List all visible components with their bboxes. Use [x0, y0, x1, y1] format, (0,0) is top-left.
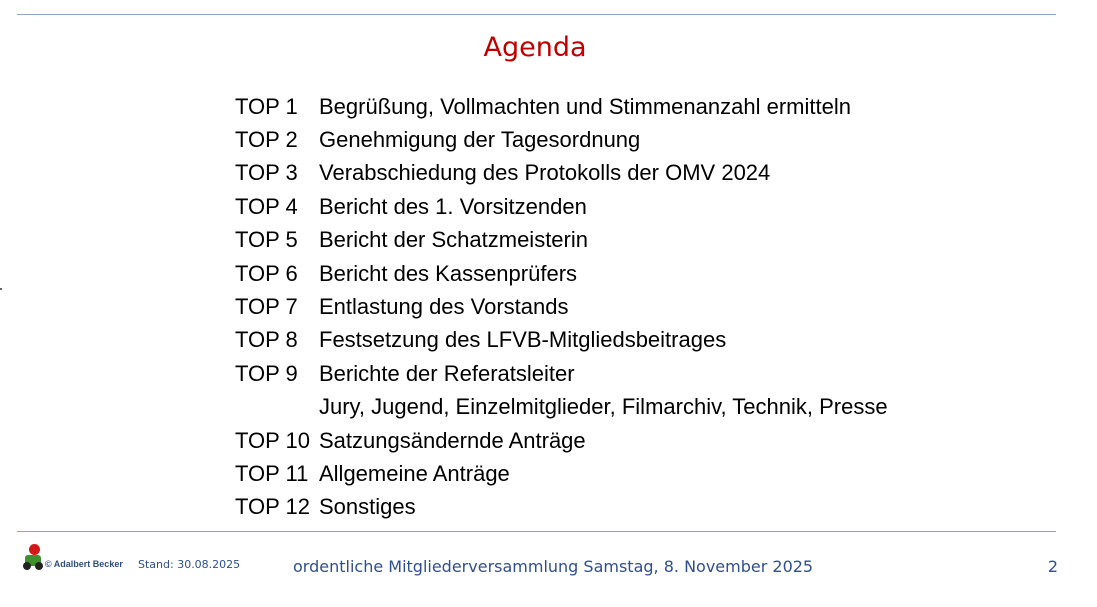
agenda-item-number: TOP 1: [235, 93, 298, 119]
agenda-item-text: Allgemeine Anträge: [319, 460, 510, 486]
top-divider: [17, 14, 1056, 15]
agenda-item-number: TOP 6: [235, 260, 298, 286]
agenda-item: [235, 324, 888, 357]
footer-stand-date: Stand: 30.08.2025: [138, 558, 241, 571]
agenda-item-text: Satzungsändernde Anträge: [319, 427, 586, 453]
agenda-item-number: TOP 3: [235, 160, 298, 186]
agenda-item-text: Sonstiges: [319, 494, 416, 520]
edge-mark: [0, 288, 2, 290]
agenda-item-text: Berichte der Referatsleiter: [319, 360, 575, 386]
agenda-item-number: TOP 4: [235, 193, 298, 219]
agenda-item-text: Entlastung des Vorstands: [319, 294, 569, 320]
agenda-item: [235, 457, 888, 490]
slide-title: Agenda: [483, 32, 587, 63]
agenda-item-text: Jury, Jugend, Einzelmitglieder, Filmarchiv, Technik, Presse: [319, 394, 888, 420]
agenda-item: [235, 257, 888, 290]
agenda-item: [235, 424, 888, 457]
agenda-item: [235, 491, 888, 524]
agenda-item: [235, 157, 888, 190]
agenda-item-text: Bericht des 1. Vorsitzenden: [319, 193, 587, 219]
agenda-subitem: [235, 391, 888, 424]
tractor-logo-icon: [23, 544, 43, 572]
logo-copyright: © Adalbert Becker: [45, 559, 123, 569]
footer-logo: [23, 544, 123, 572]
agenda-item: [235, 357, 888, 390]
agenda-item-number: TOP 5: [235, 227, 298, 253]
agenda-item: [235, 224, 888, 257]
agenda-item-text: Bericht des Kassenprüfers: [319, 260, 578, 286]
footer-event-title: ordentliche Mitgliederversammlung Samstag, 8. November 2025: [293, 557, 814, 576]
agenda-item-text: Genehmigung der Tagesordnung: [319, 127, 641, 153]
agenda-item-text: Verabschiedung des Protokolls der OMV 2024: [319, 160, 771, 186]
bottom-divider: [17, 531, 1056, 532]
agenda-item: [235, 90, 888, 123]
agenda-item-number: TOP 10: [235, 427, 311, 453]
agenda-list: [235, 90, 888, 524]
agenda-item-text: Begrüßung, Vollmachten und Stimmenanzahl ermitteln: [319, 93, 851, 119]
agenda-item-number: TOP 12: [235, 494, 311, 520]
agenda-item-number: TOP 8: [235, 327, 298, 353]
agenda-item-number: TOP 7: [235, 294, 298, 320]
agenda-item: [235, 123, 888, 156]
agenda-item-text: Festsetzung des LFVB-Mitgliedsbeitrages: [319, 327, 727, 353]
page-number: 2: [1047, 557, 1058, 576]
agenda-item: [235, 190, 888, 223]
agenda-item-number: TOP 9: [235, 360, 298, 386]
agenda-item-number: TOP 2: [235, 127, 298, 153]
agenda-item: [235, 290, 888, 323]
agenda-item-text: Bericht der Schatzmeisterin: [319, 227, 588, 253]
agenda-item-number: TOP 11: [235, 460, 309, 486]
